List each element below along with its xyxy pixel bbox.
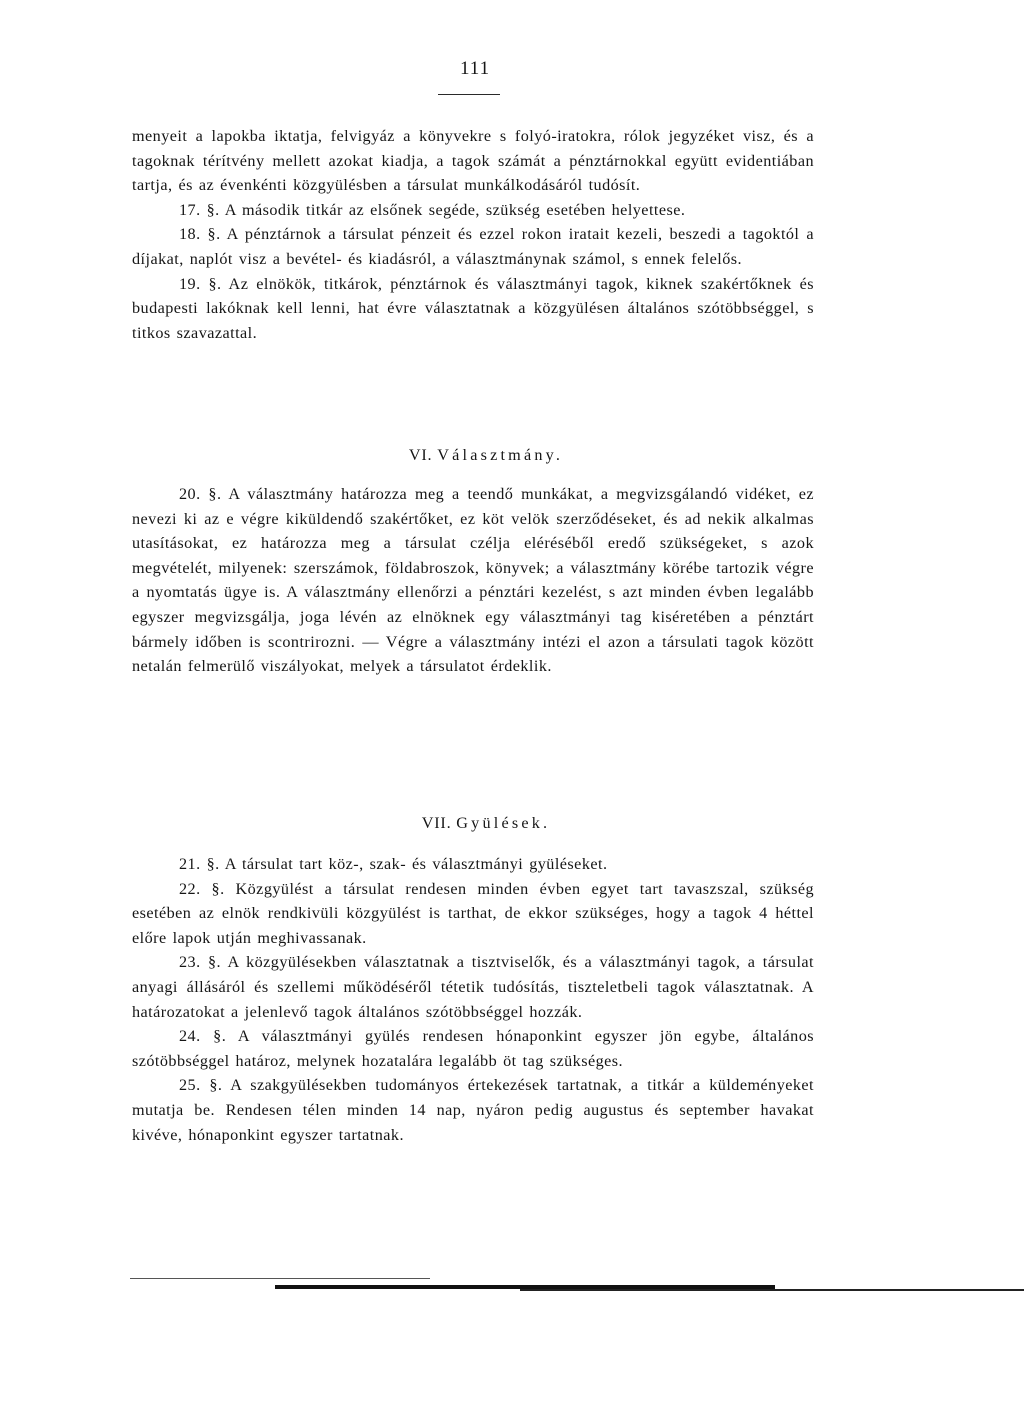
- text-block-2: [132, 482, 814, 679]
- paragraph-22: 22. §. Közgyülést a társulat rendesen minden évben egyet tart tavaszszal, szükség esetében az elnök rendkivüli közgyülést is tarthat, de ekkor szükséges, hogy a tagok 4 héttel előre lapok utján meghivassanak.: [132, 879, 814, 947]
- paragraph-20: 20. §. A választmány határozza meg a teendő munkákat, a megvizsgálandó vidéket, ez nevezi ki az e végre kiküldendő szakértőket, ez köt velök szerződéseket, és ad nekik alkalmas utasításokat, ez határozza meg a társulat czélja eléréséből eredő szükségeket, s azok megvételét, milyenek: szerszámok, földabroszok, könyvek; a választmány körébe tartozik végre a nyomtatás ügye is. A választmány ellenőrzi a pénztári kezelést, s azt minden évben legalább egyszer megvizsgálja, joga lévén az elnöknek egy választmányi tag kiséretében a pénztárt bármely időben is scontrirozni. — Végre a választmány intézi el azon a társulati tagok között netalán felmerülő viszályokat, melyek a társulatot érdeklik.: [132, 485, 814, 676]
- page-number: 111: [460, 58, 491, 79]
- paragraph-24: 24. §. A választmányi gyülés rendesen hónaponkint egyszer jön egybe, általános szótöbbséggel határoz, melynek hozatalára legalább öt tag szükséges.: [132, 1027, 814, 1070]
- paragraph-17: 17. §. A második titkár az elsőnek segéde, szükség esetében helyettese.: [179, 200, 686, 219]
- section-numeral: VI.: [408, 446, 433, 464]
- section-numeral: VII.: [421, 814, 452, 832]
- text-block-3: [132, 852, 814, 1147]
- text-block-1: [132, 124, 814, 345]
- paragraph-19: 19. §. Az elnökök, titkárok, pénztárnok és választmányi tagok, kiknek szakértőknek és budapesti lakóknak kell lenni, hat évre választatnak a közgyülésen általános szótöbbséggel, s titkos szavazattal.: [132, 274, 814, 342]
- bottom-rule-thin: [130, 1278, 430, 1279]
- paragraph: menyeit a lapokba iktatja, felvigyáz a könyvekre s folyó-iratokra, rólok jegyzéket visz, és a tagoknak térítvény mellett azokat kiadja, a tagok számát a pénztárnokkal együtt evidentiában tartja, és az évenkénti közgyülésben a társulat munkálkodásáról tudósít.: [132, 127, 814, 195]
- section-heading-vii: [132, 814, 814, 833]
- bottom-rule-right: [520, 1289, 1024, 1291]
- section-title: Választmány.: [437, 446, 564, 464]
- section-heading-vi: [132, 446, 814, 465]
- paragraph-21: 21. §. A társulat tart köz-, szak- és választmányi gyüléseket.: [179, 855, 608, 873]
- paragraph-23: 23. §. A közgyülésekben választatnak a tisztviselők, és a választmányi tagok, a társulat anyagi állásáról és szellemi működéséről tétetik tudósítás, tiszteletbeli tagok választatnak. A határozatokat a jelenlevő tagok általános szótöbbséggel hozzák.: [132, 953, 814, 1021]
- page-number-rule: [438, 94, 500, 95]
- paragraph-25: 25. §. A szakgyülésekben tudományos értekezések tartatnak, a titkár a küldeményeket mutatja be. Rendesen télen minden 14 nap, nyáron pedig augustus és september havakat kivéve, hónaponkint egyszer tartatnak.: [132, 1076, 814, 1144]
- section-title: Gyülések.: [456, 814, 551, 832]
- paragraph-18: 18. §. A pénztárnok a társulat pénzeit és ezzel rokon iratait kezeli, beszedi a tagoktól a díjakat, naplót visz a bevétel- és kiadásról, a választmánynak számol, s ennek felelős.: [132, 225, 814, 268]
